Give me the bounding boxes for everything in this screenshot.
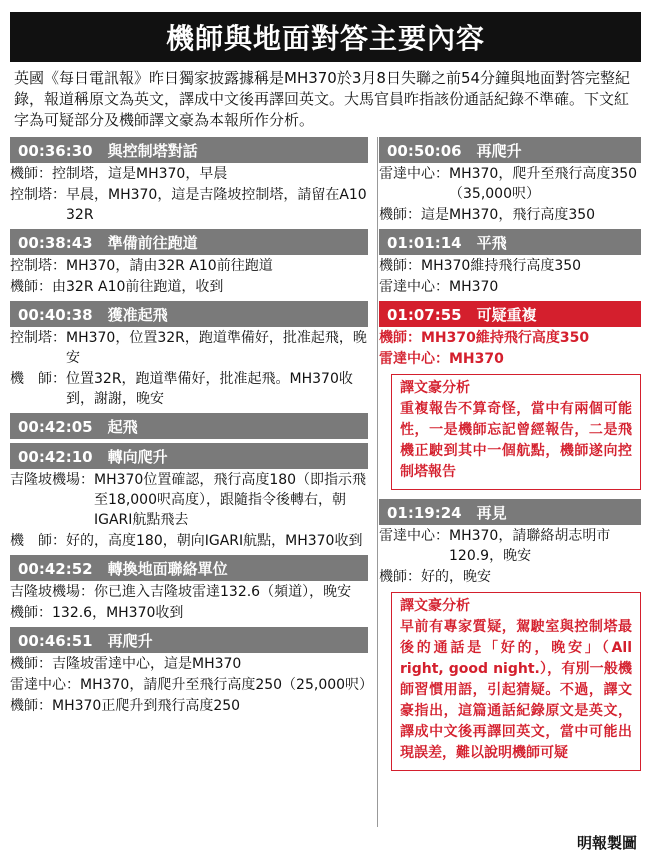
speech: MH370，請爬升至飛行高度250（25,000呎）	[80, 677, 374, 693]
analysis-title: 譯文豪分析	[392, 593, 478, 615]
analysis-box	[391, 374, 641, 490]
speech: MH370，爬升至飛行高度350（35,000呎）	[449, 166, 638, 202]
dialogue-line	[10, 368, 368, 409]
page-title: 機師與地面對答主要內容	[10, 12, 641, 62]
speaker: 控制塔：	[10, 258, 66, 274]
section-header: 01:19:24 再見	[379, 499, 641, 525]
speaker: 機師：	[379, 569, 421, 585]
dialogue-line	[10, 602, 368, 623]
speaker: 機師：	[379, 207, 421, 223]
speech: MH370，請聯絡胡志明市120.9，晚安	[449, 528, 611, 564]
speaker: 機 師：	[10, 533, 66, 549]
speaker: 吉隆坡機場：	[10, 472, 94, 488]
dialogue-line	[10, 674, 374, 695]
speaker: 機師：	[10, 166, 52, 182]
dialogue-line	[10, 327, 368, 368]
speech: 位置32R，跑道準備好，批准起飛。MH370收到，謝謝，晚安	[66, 371, 353, 407]
speech: MH370，位置32R，跑道準備好，批准起飛，晚安	[66, 330, 367, 366]
dialogue-line-suspicious	[379, 327, 641, 348]
speaker: 雷達中心：	[379, 528, 449, 544]
speech: 由32R A10前往跑道，收到	[52, 279, 224, 295]
infographic	[0, 12, 651, 865]
dialogue-line	[379, 566, 641, 587]
dialogue-line	[379, 255, 641, 276]
speaker: 機師：	[10, 698, 52, 714]
dialogue-line	[10, 530, 368, 551]
analysis-box	[391, 592, 641, 771]
speaker: 機師：	[379, 258, 421, 274]
speech: 132.6，MH370收到	[52, 605, 184, 621]
column-divider	[377, 137, 378, 827]
dialogue-line	[379, 163, 641, 204]
speech: 早晨，MH370，這是吉隆坡控制塔，請留在A10 32R	[66, 187, 367, 223]
speaker: 機 師：	[10, 371, 66, 387]
transcript-columns	[10, 137, 641, 776]
section-header-suspicious: 01:07:55 可疑重複	[379, 301, 641, 327]
speaker: 控制塔：	[10, 187, 66, 203]
speech: 控制塔，這是MH370，早晨	[52, 166, 228, 182]
speaker: 吉隆坡機場：	[10, 584, 94, 600]
speech: MH370	[449, 351, 504, 367]
credit-label: 明報製圖	[576, 834, 637, 852]
speech: MH370維持飛行高度350	[421, 258, 582, 274]
intro-paragraph: 英國《每日電訊報》昨日獨家披露據稱是MH370於3月8日失聯之前54分鐘與地面對答完整紀錄，報道稱原文為英文，譯成中文後再譯回英文。大馬官員昨指該份通話紀錄不準確。下文紅字為可疑部分及機師譯文豪為本報所作分析。	[14, 69, 631, 129]
dialogue-line	[10, 695, 368, 716]
section-header: 00:46:51 再爬升	[10, 627, 368, 653]
section-header: 00:38:43 準備前往跑道	[10, 229, 368, 255]
speech: 好的，高度180，朝向IGARI航點，MH370收到	[66, 533, 363, 549]
dialogue-line	[10, 276, 368, 297]
speaker: 機師：	[10, 656, 52, 672]
dialogue-line	[10, 255, 368, 276]
speech: MH370位置確認，飛行高度180（即指示飛至18,000呎高度），跟隨指令後轉右，朝IGARI航點飛去	[94, 472, 367, 528]
analysis-title: 譯文豪分析	[392, 375, 478, 397]
dialogue-line	[379, 525, 641, 566]
speech: MH370，請由32R A10前往跑道	[66, 258, 273, 274]
speech: MH370	[449, 279, 499, 295]
speaker: 雷達中心：	[379, 351, 449, 367]
speech: MH370維持飛行高度350	[421, 330, 590, 346]
left-column	[10, 137, 374, 776]
speech: MH370正爬升到飛行高度250	[52, 698, 241, 714]
section-header: 00:42:10 轉向爬升	[10, 443, 368, 469]
speaker: 雷達中心：	[10, 677, 80, 693]
analysis-body: 重複報告不算奇怪，當中有兩個可能性，一是機師忘記曾經報告，二是飛機正駛到其中一個航點，機師遂向控制塔報告	[400, 401, 632, 480]
section-header: 00:42:05 起飛	[10, 413, 368, 439]
speaker: 雷達中心：	[379, 279, 449, 295]
dialogue-line	[10, 469, 368, 530]
speaker: 雷達中心：	[379, 166, 449, 182]
dialogue-line	[10, 581, 368, 602]
dialogue-line	[379, 276, 641, 297]
section-header: 00:50:06 再爬升	[379, 137, 641, 163]
dialogue-line-suspicious	[379, 348, 641, 369]
right-column	[379, 137, 641, 776]
speech: 好的，晚安	[421, 569, 491, 585]
dialogue-line	[379, 204, 641, 225]
speaker: 控制塔：	[10, 330, 66, 346]
dialogue-line	[10, 653, 368, 674]
section-header: 01:01:14 平飛	[379, 229, 641, 255]
dialogue-line	[10, 184, 368, 225]
speaker: 機師：	[10, 605, 52, 621]
speech: 吉隆坡雷達中心，這是MH370	[52, 656, 242, 672]
section-header: 00:42:52 轉換地面聯絡單位	[10, 555, 368, 581]
speech: 這是MH370，飛行高度350	[421, 207, 596, 223]
dialogue-line	[10, 163, 368, 184]
section-header: 00:36:30 與控制塔對話	[10, 137, 368, 163]
speaker: 機師：	[10, 279, 52, 295]
speech: 你已進入吉隆坡雷達132.6（頻道），晚安	[94, 584, 352, 600]
analysis-body: 早前有專家質疑，駕駛室與控制塔最後的通話是「好的，晚安」（All right, good night.），有別一般機師習慣用語，引起猜疑。不過，譯文豪指出，這篇通話紀錄原文是英文，譯成中文後再譯回英文，當中可能出現誤差，難以說明機師可疑	[400, 619, 632, 761]
section-header: 00:40:38 獲准起飛	[10, 301, 368, 327]
speaker: 機師：	[379, 330, 421, 346]
